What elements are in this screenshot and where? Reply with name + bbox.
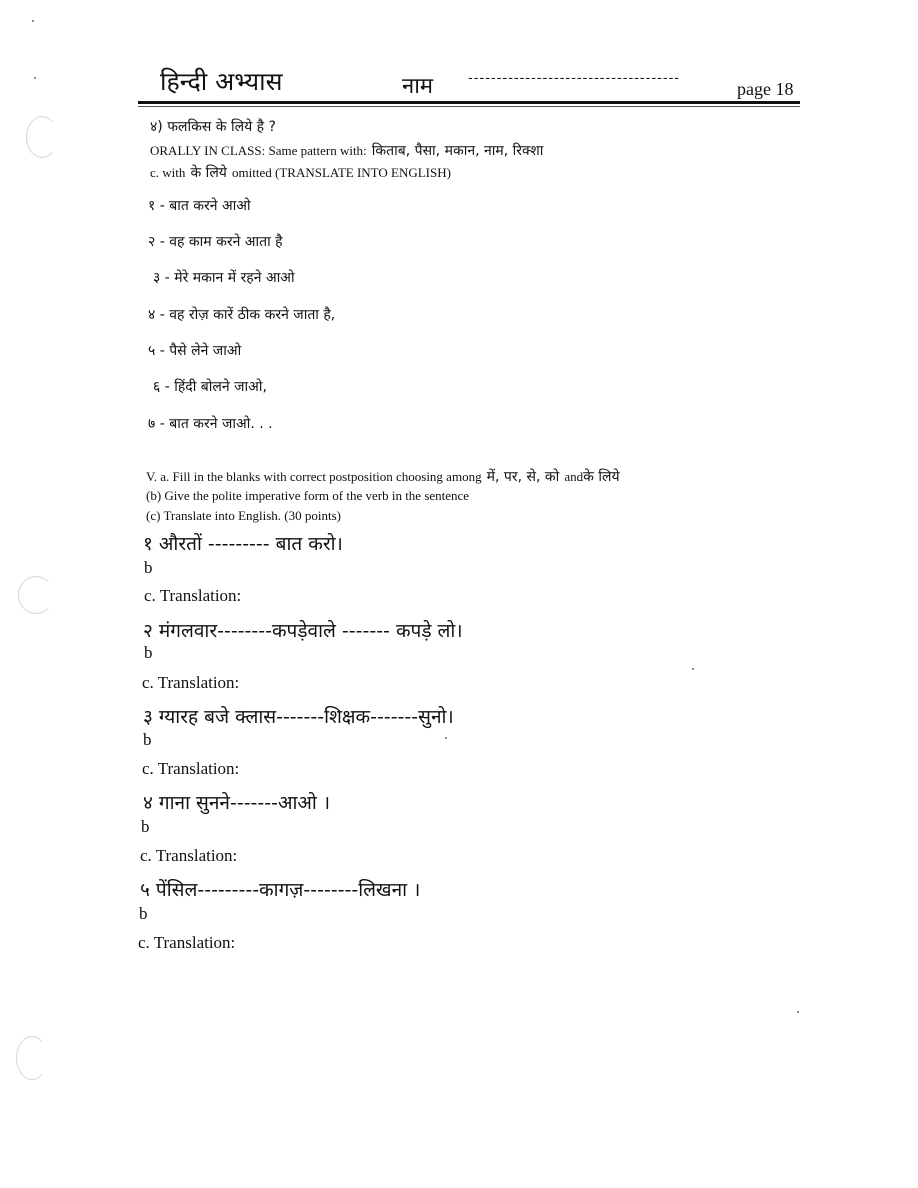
- header-rule-thin: [138, 106, 800, 107]
- instruction-a-text: V. a. Fill in the blanks with correct postposition choosing among: [146, 469, 482, 484]
- punch-hole-top: [26, 116, 58, 158]
- orally-words: किताब, पैसा, मकान, नाम, रिक्शा: [371, 143, 544, 159]
- translation-label: c. Translation:: [140, 846, 238, 865]
- page-number: page 18: [737, 79, 794, 99]
- scan-speck: [32, 20, 34, 22]
- instruction-c-prefix: c. with: [150, 165, 186, 180]
- exercise-sentence: ४ गाना सुनने-------आओ ।: [143, 792, 331, 814]
- worksheet-title: हिन्दी अभ्यास: [160, 67, 283, 96]
- name-blank-line: -------------------------------------: [468, 70, 681, 86]
- instruction-a-and: and: [564, 469, 584, 484]
- orally-line: [150, 140, 543, 160]
- practice-item: १ - बात करने आओ: [148, 198, 251, 214]
- name-label: नाम: [402, 74, 434, 99]
- scan-speck: [34, 77, 36, 79]
- answer-b-label: b: [139, 904, 148, 923]
- exercise-sentence: ५ पेंसिल---------कागज़--------लिखना ।: [140, 879, 421, 901]
- exercise-sentence: २ मंगलवार--------कपड़ेवाले ------- कपड़े लो।: [143, 620, 463, 642]
- exercise-instruction-b: (b) Give the polite imperative form of the verb in the sentence: [146, 488, 470, 503]
- punch-hole-bottom: [16, 1036, 48, 1080]
- instruction-a-choices: में, पर, से, को: [486, 469, 560, 485]
- practice-item: २ - वह काम करने आता है: [148, 234, 283, 250]
- translation-label: c. Translation:: [144, 586, 242, 605]
- scan-speck: [692, 668, 694, 670]
- instruction-c-suffix: omitted (TRANSLATE INTO ENGLISH): [232, 165, 451, 180]
- practice-item: ७ - बात करने जाओ. . .: [148, 416, 273, 432]
- translation-label: c. Translation:: [142, 673, 240, 692]
- instruction-a-last: के लिये: [583, 469, 620, 485]
- practice-item: ४ - वह रोज़ कारें ठीक करने जाता है,: [148, 307, 336, 323]
- practice-item: ५ - पैसे लेने जाओ: [148, 343, 242, 359]
- instruction-c-hindi: के लिये: [190, 165, 227, 181]
- translation-label: c. Translation:: [138, 933, 236, 952]
- scan-speck: [797, 1011, 799, 1013]
- practice-item: ३ - मेरे मकान में रहने आओ: [153, 270, 295, 286]
- scan-speck: [445, 737, 447, 739]
- answer-b-label: b: [143, 730, 152, 749]
- answer-b-label: b: [144, 558, 153, 577]
- question-heading: ४) फलकिस के लिये है ?: [150, 119, 276, 135]
- exercise-instruction-a: [146, 466, 620, 486]
- translation-label: c. Translation:: [142, 759, 240, 778]
- answer-b-label: b: [141, 817, 150, 836]
- orally-label: ORALLY IN CLASS: Same pattern with:: [150, 143, 367, 158]
- punch-hole-middle: [18, 576, 54, 614]
- instruction-c: [150, 162, 451, 182]
- exercise-sentence: ३ ग्यारह बजे क्लास-------शिक्षक-------सुनो।: [143, 706, 454, 728]
- answer-b-label: b: [144, 643, 153, 662]
- exercise-sentence: १ औरतों --------- बात करो।: [143, 533, 343, 555]
- practice-item: ६ - हिंदी बोलने जाओ,: [153, 379, 267, 395]
- header-rule: [138, 101, 800, 104]
- exercise-instruction-c: (c) Translate into English. (30 points): [146, 508, 341, 523]
